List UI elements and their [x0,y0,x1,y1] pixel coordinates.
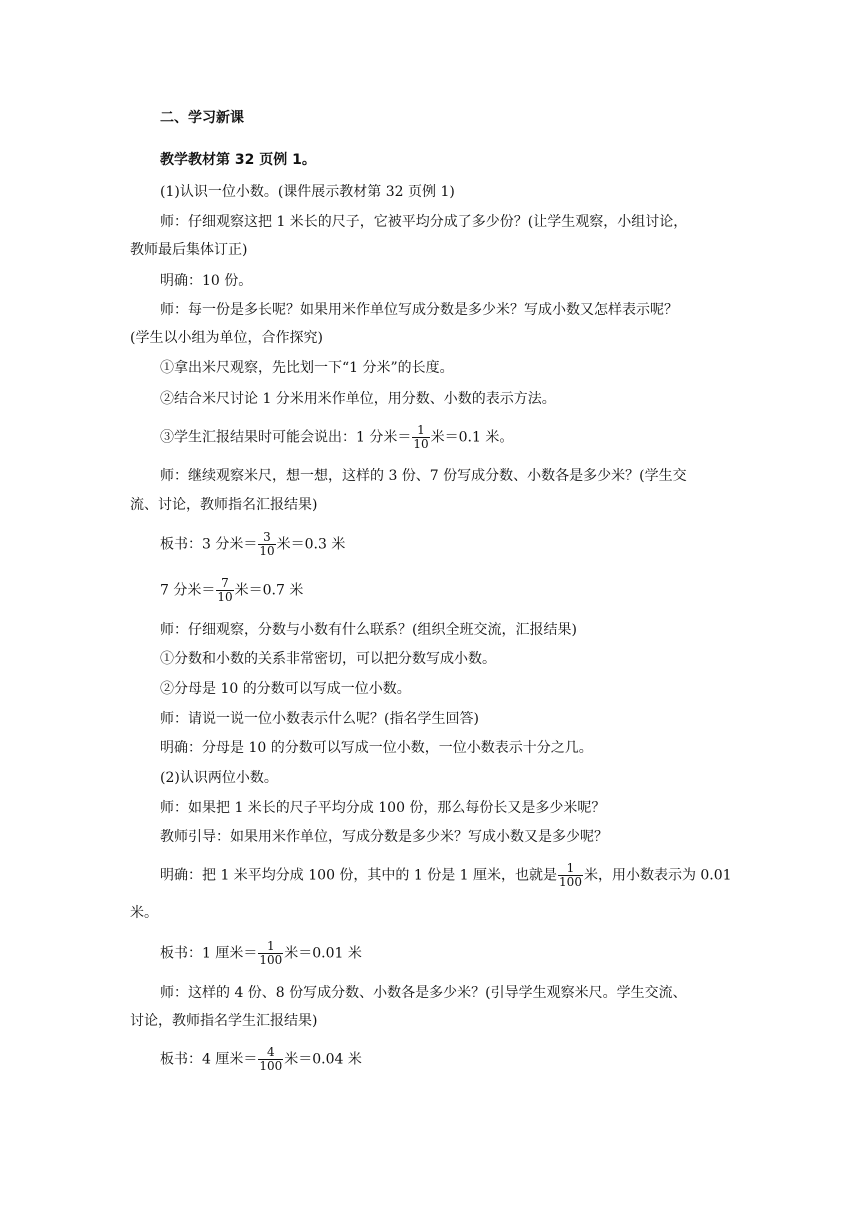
board-writing-line [160,1046,362,1073]
paragraph: 明确：10 份。 [160,273,253,289]
formula-text: 米＝0.1 米。 [430,429,514,446]
fraction [258,531,275,558]
paragraph: 教师引导：如果用米作单位，写成分数是多少米？写成小数又是多少呢？ [160,829,608,845]
formula-text: 板书：4 厘米＝ [160,1051,258,1068]
paragraph: (1)认识一位小数。(课件展示教材第 32 页例 1) [160,184,455,200]
board-writing-line [160,531,345,558]
board-writing-line [160,940,362,967]
formula-text: 7 分米＝ [160,582,216,599]
fraction-numerator: 1 [412,424,429,438]
fraction-denominator: 10 [217,590,233,604]
paragraph: 师：每一份是多长呢？如果用米作单位写成分数是多少米？写成小数又怎样表示呢？ [160,302,678,318]
paragraph: ①拿出米尺观察，先比划一下“1 分米”的长度。 [160,360,454,376]
fraction-numerator: 1 [258,940,283,954]
example-title: 教学教材第 32 页例 1。 [160,152,316,168]
paragraph: ②分母是 10 的分数可以写成一位小数。 [160,681,411,697]
paragraph: 师：如果把 1 米长的尺子平均分成 100 份，那么每份长又是多少米呢？ [160,800,606,816]
paragraph: ①分数和小数的关系非常密切，可以把分数写成小数。 [160,651,496,667]
fraction-denominator: 100 [259,1059,283,1073]
formula-text: 米＝0.7 米 [234,582,304,599]
fraction [258,940,283,967]
formula-text: 板书：1 厘米＝ [160,945,258,962]
board-writing-line [160,577,303,604]
formula-text: 米，用小数表示为 0.01 [583,867,732,884]
paragraph-continuation: 讨论，教师指名学生汇报结果) [130,1013,318,1029]
paragraph: 师：仔细观察这把 1 米长的尺子，它被平均分成了多少份？(让学生观察，小组讨论， [160,214,688,230]
formula-text: 米＝0.3 米 [276,536,346,553]
paragraph: 明确：分母是 10 的分数可以写成一位小数，一位小数表示十分之几。 [160,740,593,756]
formula-text: ③学生汇报结果时可能会说出：1 分米＝ [160,429,412,446]
paragraph-continuation: (学生以小组为单位，合作探究) [130,330,323,346]
paragraph: 师：继续观察米尺，想一想，这样的 3 份、7 份写成分数、小数各是多少米？(学生交 [160,468,687,484]
fraction-denominator: 100 [259,953,283,967]
formula-text: 板书：3 分米＝ [160,536,258,553]
fraction [258,1046,283,1073]
paragraph: (2)认识两位小数。 [160,770,278,786]
paragraph: 师：这样的 4 份、8 份写成分数、小数各是多少米？(引导学生观察米尺。学生交流、 [160,985,687,1001]
section-title: 二、学习新课 [160,110,244,126]
paragraph: ②结合米尺讨论 1 分米用米作单位，用分数、小数的表示方法。 [160,391,556,407]
fraction-denominator: 100 [559,875,582,889]
fraction [216,577,233,604]
formula-line [160,424,513,451]
fraction [558,862,583,889]
formula-text: 米＝0.01 米 [284,945,362,962]
paragraph: 师：仔细观察，分数与小数有什么联系？(组织全班交流，汇报结果) [160,622,577,638]
formula-line [160,862,732,889]
fraction-numerator: 3 [258,531,275,545]
paragraph-continuation: 米。 [130,905,158,921]
fraction [412,424,429,451]
fraction-numerator: 4 [258,1046,283,1060]
fraction-numerator: 7 [216,577,233,591]
fraction-denominator: 10 [259,544,275,558]
paragraph: 师：请说一说一位小数表示什么呢？(指名学生回答) [160,711,479,727]
formula-text: 米＝0.04 米 [284,1051,362,1068]
fraction-denominator: 10 [413,437,429,451]
paragraph-continuation: 教师最后集体订正) [130,242,248,258]
paragraph-continuation: 流、讨论，教师指名汇报结果) [130,497,318,513]
formula-text: 明确：把 1 米平均分成 100 份，其中的 1 份是 1 厘米，也就是 [160,867,558,884]
fraction-numerator: 1 [558,862,583,876]
